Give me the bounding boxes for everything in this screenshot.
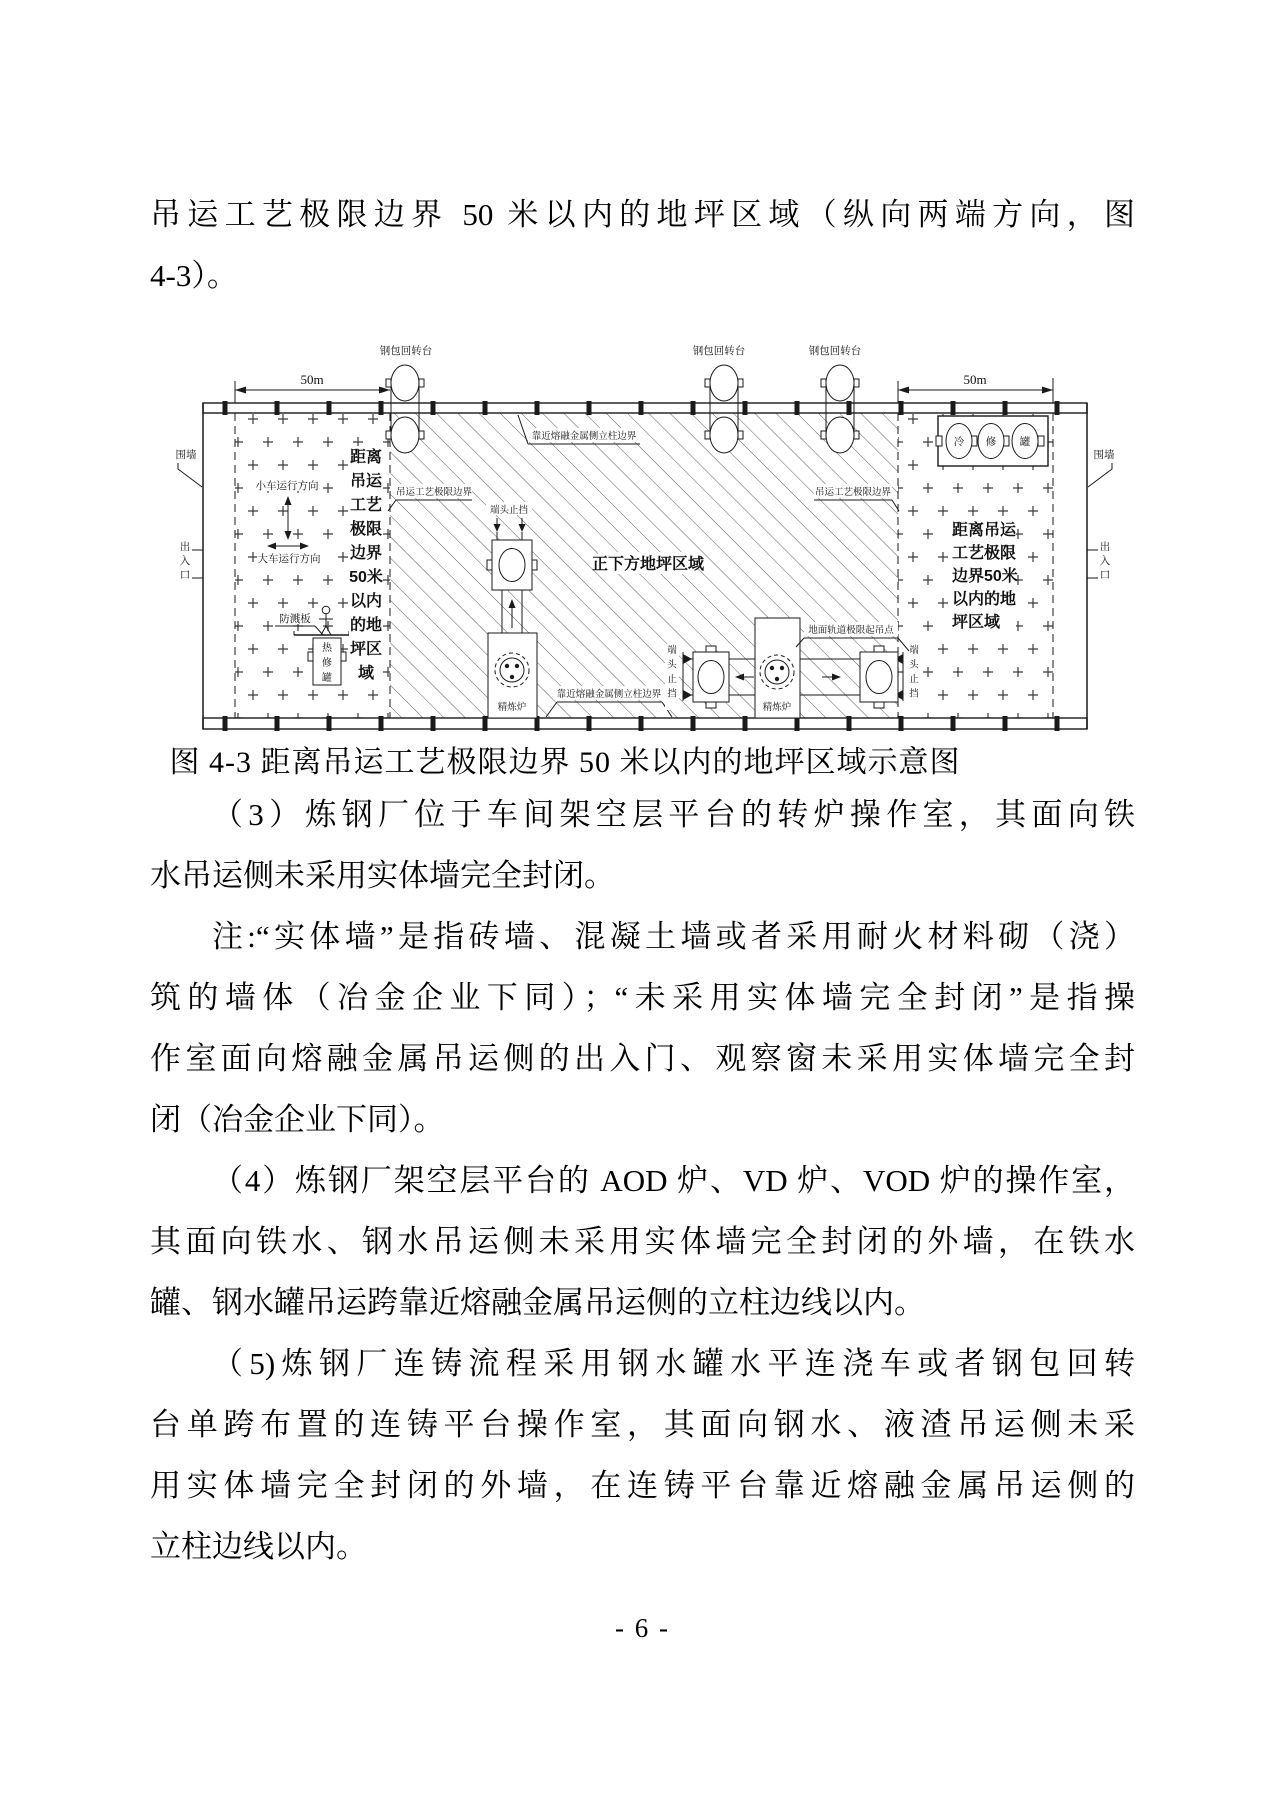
wall-label-right [1088, 448, 1115, 487]
svg-text:工艺极限: 工艺极限 [952, 545, 1017, 562]
right-zone-text [950, 519, 1018, 635]
left-zone-text [349, 446, 383, 690]
svg-text:出入口: 出入口 [179, 541, 191, 581]
cold-repair-ladle-box [936, 416, 1048, 466]
dimension-left-50m [235, 372, 390, 403]
svg-text:吊运工艺极限边界: 吊运工艺极限边界 [814, 487, 892, 498]
furnace-label: 精炼炉 [497, 702, 527, 713]
dim-label: 50m [300, 372, 324, 387]
svg-text:端头止挡: 端头止挡 [909, 645, 919, 700]
gate-right [1087, 540, 1111, 581]
below-area-label [592, 552, 705, 574]
page-number: - 6 - [615, 1613, 670, 1643]
svg-text:吊运: 吊运 [349, 473, 383, 490]
svg-text:以内的地: 以内的地 [952, 591, 1017, 608]
ladle-label-pot: 罐 [1019, 436, 1031, 448]
building-top-wall [203, 401, 1087, 415]
svg-text:50米: 50米 [349, 569, 383, 586]
dimension-right-50m [898, 372, 1053, 403]
figure-4-3 [170, 338, 1120, 736]
ladle-car-left [693, 646, 729, 708]
body-line: 注:“实体墙”是指砖墙、混凝土墙或者采用耐火材料砌（浇） [212, 919, 1135, 954]
body-line: 吊运工艺极限边界 50 米以内的地坪区域（纵向两端方向，图 [150, 197, 1135, 232]
ladle-label-repair: 修 [985, 436, 997, 448]
ladle-label-cold: 冷 [953, 436, 965, 448]
svg-text:端头止挡: 端头止挡 [667, 645, 677, 700]
gate-left [180, 540, 203, 581]
hot-repair-ladle [308, 638, 346, 685]
svg-text:正下方地坪区域: 正下方地坪区域 [591, 556, 705, 573]
svg-text:距离吊运: 距离吊运 [952, 522, 1017, 539]
svg-text:出入口: 出入口 [1099, 541, 1111, 581]
body-line: 水吊运侧未采用实体墙完全封闭。 [150, 858, 615, 893]
dim-label: 50m [963, 372, 987, 387]
body-line: 罐、钢水罐吊运跨靠近熔融金属吊运侧的立柱边线以内。 [150, 1285, 925, 1320]
svg-text:小车运行方向: 小车运行方向 [255, 480, 319, 492]
svg-text:靠近熔融金属侧立柱边界: 靠近熔融金属侧立柱边界 [531, 431, 637, 442]
svg-text:的地: 的地 [349, 617, 383, 634]
body-line: 闭（冶金企业下同）。 [150, 1102, 445, 1137]
furnace-label: 精炼炉 [762, 702, 792, 713]
svg-text:距离: 距离 [349, 449, 383, 466]
turret-label: 钢包回转台 [692, 345, 746, 357]
figure-caption: 图 4-3 距离吊运工艺极限边界 50 米以内的地坪区域示意图 [169, 746, 961, 779]
svg-text:端头止挡: 端头止挡 [489, 505, 529, 516]
svg-text:靠近熔融金属侧立柱边界: 靠近熔融金属侧立柱边界 [556, 689, 662, 700]
svg-text:工艺: 工艺 [349, 497, 383, 514]
ladle-car-right [860, 646, 898, 708]
body-line: 其面向铁水、钢水吊运侧未采用实体墙完全封闭的外墙，在铁水 [150, 1224, 1135, 1259]
body-line: （3）炼钢厂位于车间架空层平台的转炉操作室，其面向铁 [212, 797, 1135, 832]
turret-label: 钢包回转台 [379, 345, 433, 357]
body-line: （4）炼钢厂架空层平台的 AOD 炉、VD 炉、VOD 炉的操作室， [212, 1163, 1135, 1198]
svg-text:边界: 边界 [349, 545, 383, 562]
end-stop-label-track-left [665, 644, 679, 710]
wall-label-left [176, 448, 203, 487]
body-line: 立柱边线以内。 [150, 1529, 367, 1564]
svg-text:坪区: 坪区 [349, 641, 383, 658]
svg-text:域: 域 [357, 665, 375, 682]
svg-text:围墙: 围墙 [1093, 449, 1115, 461]
svg-text:边界50米: 边界50米 [952, 568, 1018, 585]
end-stop-label-track-right [907, 644, 921, 712]
refining-furnace-horizontal [755, 618, 800, 718]
svg-text:坪区域: 坪区域 [952, 614, 1001, 631]
svg-text:极限: 极限 [349, 521, 383, 538]
svg-text:以内: 以内 [349, 593, 383, 610]
plant-plan-diagram [170, 338, 1120, 736]
body-line: 筑的墙体（冶金企业下同）；“未采用实体墙完全封闭”是指操 [150, 980, 1135, 1015]
svg-text:热修罐: 热修罐 [322, 643, 332, 684]
body-line: 台单跨布置的连铸平台操作室，其面向钢水、液渣吊运侧未采 [150, 1407, 1135, 1442]
svg-text:吊运工艺极限边界: 吊运工艺极限边界 [395, 487, 473, 498]
turret-label: 钢包回转台 [808, 345, 862, 357]
body-line: 作室面向熔融金属吊运侧的出入门、观察窗未采用实体墙完全封 [150, 1041, 1135, 1076]
building-bottom-wall [203, 716, 1087, 731]
svg-text:围墙: 围墙 [175, 449, 197, 461]
svg-text:地面轨道极限起吊点: 地面轨道极限起吊点 [808, 625, 894, 636]
refining-furnace-vertical [488, 633, 537, 718]
body-line: （5)炼钢厂连铸流程采用钢水罐水平连浇车或者钢包回转 [212, 1346, 1135, 1381]
body-line: 用实体墙完全封闭的外墙，在连铸平台靠近熔融金属吊运侧的 [150, 1468, 1135, 1503]
svg-text:大车运行方向: 大车运行方向 [257, 553, 321, 565]
svg-text:防溅板: 防溅板 [279, 613, 311, 625]
body-line: 4-3）。 [150, 258, 238, 293]
